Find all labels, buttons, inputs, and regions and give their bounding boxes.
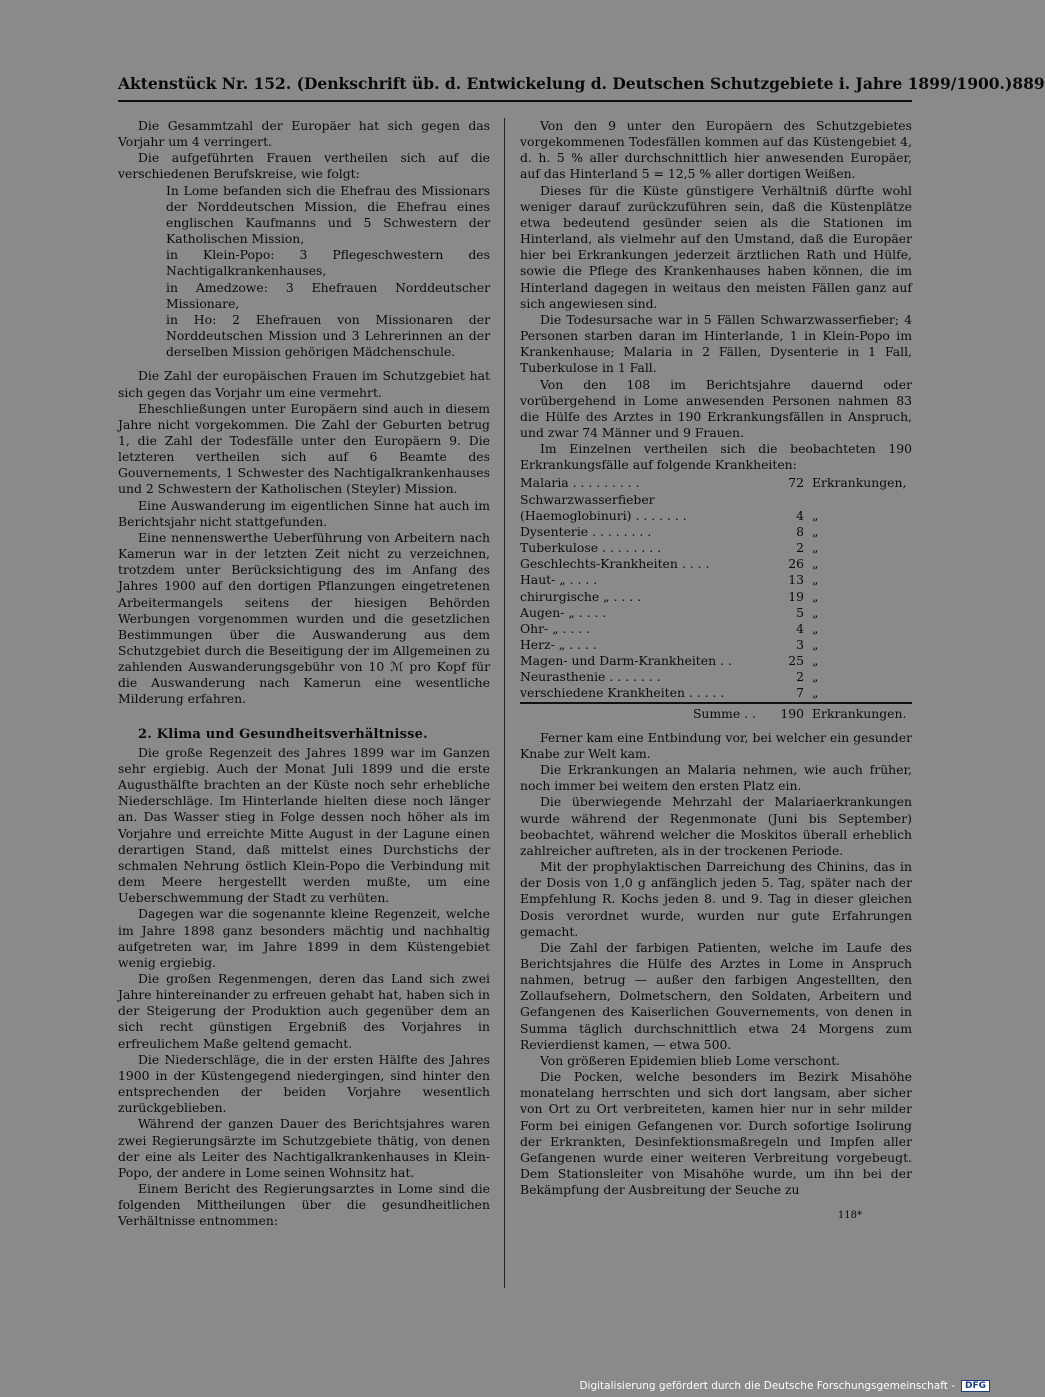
case-unit: „ [812,637,819,652]
right-column [520,118,912,1224]
column-divider [504,118,505,1288]
paragraph: Einem Bericht des Regierungsarztes in Lome sind die folgenden Mittheilungen über die gesundheitlichen Verhältnisse entnommen: [118,1181,490,1229]
paragraph: Dieses für die Küste günstigere Verhältniß dürfte wohl weniger darauf zurückzuführen sein, daß die Küstenplätze etwa bedeutend gesünder seien als die Stationen im Hinterland, als vielmehr auf den Umstand, daß die Europäer hier bei Erkrankungen jederzeit ärztlichen Rath und Hülfe, sowie die Pflege des Krankenhauses haben können, die im Hinterland dagegen in weitaus den meisten Fällen ganz auf sich angewiesen sind. [520,182,912,311]
disease-name: Magen- und Darm-Krankheiten [520,653,717,669]
dot-leader: „ . . . . [568,604,607,620]
section-heading: 2. Klima und Gesundheitsverhältnisse. [138,726,428,742]
paragraph: Von den 108 im Berichtsjahre dauernd oder vorübergehend in Lome anwesenden Personen nahmen 83 die Hülfe des Arztes in 190 Erkrankungsfällen in Anspruch, und zwar 74 Männer und 9 Frauen. [520,376,912,440]
disease-table [520,475,912,721]
sum-unit: Erkrankungen. [812,703,912,722]
disease-name: Ohr- [520,620,549,636]
paragraph: Die überwiegende Mehrzahl der Malariaerkrankungen wurde während der Regenmonate (Juni bis September) beobachtet, während welcher die Moskitos überall erheblich zahlreicher auftreten, als in der trockenen Periode. [520,794,912,858]
table-row [520,475,912,491]
disease-name: Dysenterie [520,523,589,539]
case-count: 72 [788,475,804,491]
header-title: Aktenstück Nr. 152. (Denkschrift üb. d. Entwickelung d. Deutschen Schutzgebiete i. Jahre 1899/1900.) [118,74,1013,93]
dot-leader: . . . . . . . [609,669,661,685]
table-row [520,621,912,637]
paragraph: Die Zahl der europäischen Frauen im Schutzgebiet hat sich gegen das Vorjahr um eine vermehrt. [118,368,490,400]
case-count: 8 [796,523,804,539]
dot-leader: . . . . [681,556,710,572]
paragraph: Mit der prophylaktischen Darreichung des Chinins, das in der Dosis von 1,0 g anfänglich jeden 5. Tag, später nach der Empfehlung R. Kochs jeden 8. und 9. Tag in dieser gleichen Dosis verordnet wurde, wurden nur gute Erfahrungen gemacht. [520,859,912,939]
paragraph: Die aufgeführten Frauen vertheilen sich auf die verschiedenen Berufskreise, wie folgt: [118,150,490,182]
table-row [520,637,912,653]
sum-count: 190 [756,703,812,722]
paragraph: Eine nennenswerthe Ueberführung von Arbeitern nach Kamerun war in der letzten Zeit nicht zu verzeichnen, trotzdem unter Berücksichtigung des im Anfang des Jahres 1900 auf den dortigen Pflanzungen eingetretenen Arbeitermangels seitens der hiesigen Behörden Werbungen vorgenommen wurden und die gesetzlichen Bestimmungen über die Auswanderung aus dem Schutzgebiet durch die Beseitigung der im Allgemeinen zu zahlenden Auswanderungsgebühr von 10 ℳ pro Kopf für die Auswanderung nach Kamerun eine wesentliche Milderung erfahren. [118,529,490,707]
disease-name: Tuberkulose [520,540,599,556]
table-row [520,685,912,702]
case-count: 26 [788,556,804,572]
table-row [520,540,912,556]
paragraph: Dagegen war die sogenannte kleine Regenzeit, welche im Jahre 1898 ganz besonders mächtig und nachhaltig aufgetreten war, im Jahre 1899 in dem Küstengebiet wenig ergiebig. [118,906,490,970]
disease-name: Neurasthenie [520,669,606,685]
paragraph: Eheschließungen unter Europäern sind auch in diesem Jahre nicht vorgekommen. Die Zahl der Geburten betrug 1, die Zahl der Todesfälle unter den Europäern 9. Die letzteren vertheilen sich auf 6 Beamte des Gouvernements, 1 Schwester des Nachtigalkrankenhauses und 2 Schwestern der Katholischen (Steyler) Mission. [118,400,490,497]
digitization-footer [579,1380,990,1392]
table-row [520,653,912,669]
dfg-logo: DFG [961,1380,990,1392]
list-item: in Ho: 2 Ehefrauen von Missionaren der Norddeutschen Mission und 3 Lehrerinnen an der derselben Mission gehörigen Mädchenschule. [166,311,490,360]
case-unit: „ [812,685,819,701]
disease-name: chirurgische [520,588,600,604]
list-item: in Klein-Popo: 3 Pflegeschwestern des Nachtigalkrankenhauses, [166,247,490,279]
paragraph: Ferner kam eine Entbindung vor, bei welcher ein gesunder Knabe zur Welt kam. [520,729,912,761]
paragraph: Die große Regenzeit des Jahres 1899 war im Ganzen sehr ergiebig. Auch der Monat Juli 1899 und die erste Augusthälfte brachten an der Küste noch sehr erhebliche Niederschläge. Im Hinterlande hielten diese noch länger an. Das Wasser stieg in Folge dessen noch höher als im Vorjahre und erreichte Mitte August in der Lagune einen derartigen Stand, daß mittelst eines Durchstichs der schmalen Nehrung östlich Klein-Popo die Verbindung mit dem Meere hergestellt werden mußte, um eine Ueberschwemmung der Stadt zu verhüten. [118,744,490,906]
dot-leader: „ . . . . [603,588,642,604]
dot-leader: „ . . . . [559,572,598,588]
case-count: 2 [796,669,804,685]
table-row [520,669,912,685]
list-item: In Lome befanden sich die Ehefrau des Missionars der Norddeutschen Mission, die Ehefrau eines englischen Kaufmanns und 5 Schwestern der Katholischen Mission, [166,182,490,247]
case-unit: „ [812,653,819,669]
case-unit: „ [812,669,819,685]
signature-mark: 118* [837,1210,862,1222]
paragraph: Die Pocken, welche besonders im Bezirk Misahöhe monatelang herrschten und sich dort langsam, aber sicher von Ort zu Ort verbreiteten, kamen hier nur in sehr milder Form bei einigen Gefangenen vor. Durch sofortige Isolirung der Erkrankten, Desinfektionsmaßregeln und Impfen aller Gefangenen wurde einer weiteren Verbreitung vorgebeugt. Dem Stationsleiter von Misahöhe wurde, um ihn bei der Bekämpfung der Ausbreitung der Seuche zu [520,1069,912,1198]
case-count: 3 [796,637,804,652]
table-row [520,605,912,621]
list-item: in Amedzowe: 3 Ehefrauen Norddeutscher Missionare, [166,279,490,311]
paragraph: Die Erkrankungen an Malaria nehmen, wie auch früher, noch immer bei weitem den ersten Platz ein. [520,762,912,794]
dot-leader: . . [720,653,732,669]
dot-leader: . . . . . . . . [602,540,662,556]
case-count: 4 [796,507,804,523]
paragraph: Während der ganzen Dauer des Berichtsjahres waren zwei Regierungsärzte im Schutzgebiete thätig, von denen der eine als Leiter des Nachtigalkrankenhauses in Klein-Popo, der andere in Lome seinen Wohnsitz hat. [118,1116,490,1180]
table-row [520,589,912,605]
table-sum-row [520,703,912,722]
dot-leader: . . . . . . . . [592,523,652,539]
dot-leader: . . . . . . . [635,507,687,523]
dot-leader: „ . . . . [552,620,591,636]
case-unit: „ [812,523,819,539]
disease-name: verschiedene Krankheiten [520,685,685,701]
disease-name: Haut- [520,572,556,588]
case-unit: „ [812,572,819,588]
dot-leader: . . . . . . . . . [572,475,640,491]
paragraph: Von größeren Epidemien blieb Lome verschont. [540,1052,841,1068]
case-count: 13 [788,572,804,588]
case-count: 25 [788,653,804,669]
page-number: 889 [1012,74,1045,93]
paragraph: Die Niederschläge, die in der ersten Hälfte des Jahres 1900 in der Küstengegend niedergingen, sind hinter den entsprechenden der beiden Vorjahre wesentlich zurückgeblieben. [118,1051,490,1116]
case-count: 19 [788,588,804,604]
case-unit: „ [812,620,819,636]
case-unit: „ [812,604,819,620]
disease-name: Herz- [520,637,555,652]
footer-text: Digitalisierung gefördert durch die Deutsche Forschungsgemeinschaft - [579,1380,955,1392]
paragraph: Von den 9 unter den Europäern des Schutzgebietes vorgekommenen Todesfällen kommen auf das Küstengebiet 4, d. h. 5 % aller durchschnittlich hier anwesenden Europäer, auf das Hinterland 5 = 12,5 % aller dortigen Weißen. [520,118,912,182]
case-count: 7 [796,685,804,701]
running-header [118,74,1045,93]
case-count: 2 [796,540,804,556]
disease-name: Schwarzwasserfieber (Haemoglobinuri) [520,491,655,523]
header-rule [118,100,912,102]
dot-leader: „ . . . . [558,637,597,652]
paragraph: Die Zahl der farbigen Patienten, welche im Laufe des Berichtsjahres die Hülfe des Arztes in Lome in Anspruch nahmen, betrug — außer den farbigen Angestellten, den Zollaufsehern, Dolmetschern, den Soldaten, Arbeitern und Gefangenen des Kaiserlichen Gouvernements, von denen in Summa täglich durchschnittlich etwa 24 Morgens zum Revierdienst kamen, — etwa 500. [520,939,912,1052]
case-count: 5 [796,604,804,620]
left-column [118,118,490,1229]
case-unit: „ [812,507,819,523]
case-unit: „ [812,556,819,572]
table-row [520,492,912,524]
disease-name: Augen- [520,604,565,620]
case-unit: Erkrankungen, [812,475,907,491]
paragraph: Die Todesursache war in 5 Fällen Schwarzwasserfieber; 4 Personen starben daran im Hinterlande, 1 in Klein-Popo im Krankenhause; Malaria in 2 Fällen, Dysenterie in 1 Fall, Tuberkulose in 1 Fall. [520,311,912,376]
sum-label: Summe . . [520,703,756,722]
case-unit: „ [812,540,819,556]
case-count: 4 [796,620,804,636]
dot-leader: . . . . . [688,685,725,701]
case-unit: „ [812,588,819,604]
table-row [520,572,912,588]
disease-name: Malaria [520,475,569,491]
table-row [520,524,912,540]
paragraph: Die großen Regenmengen, deren das Land sich zwei Jahre hintereinander zu erfreuen gehabt hat, haben sich in der Steigerung der Produktion auch gegenüber dem an sich recht günstigen Ergebniß des Vorjahres in erfreulichem Maße geltend gemacht. [118,970,490,1051]
paragraph: Die Gesammtzahl der Europäer hat sich gegen das Vorjahr um 4 verringert. [118,118,490,150]
paragraph: Im Einzelnen vertheilen sich die beobachteten 190 Erkrankungsfälle auf folgende Krankheiten: [520,441,912,473]
paragraph: Eine Auswanderung im eigentlichen Sinne hat auch im Berichtsjahr nicht stattgefunden. [118,497,490,529]
disease-name: Geschlechts-Krankheiten [520,556,678,572]
table-row [520,556,912,572]
